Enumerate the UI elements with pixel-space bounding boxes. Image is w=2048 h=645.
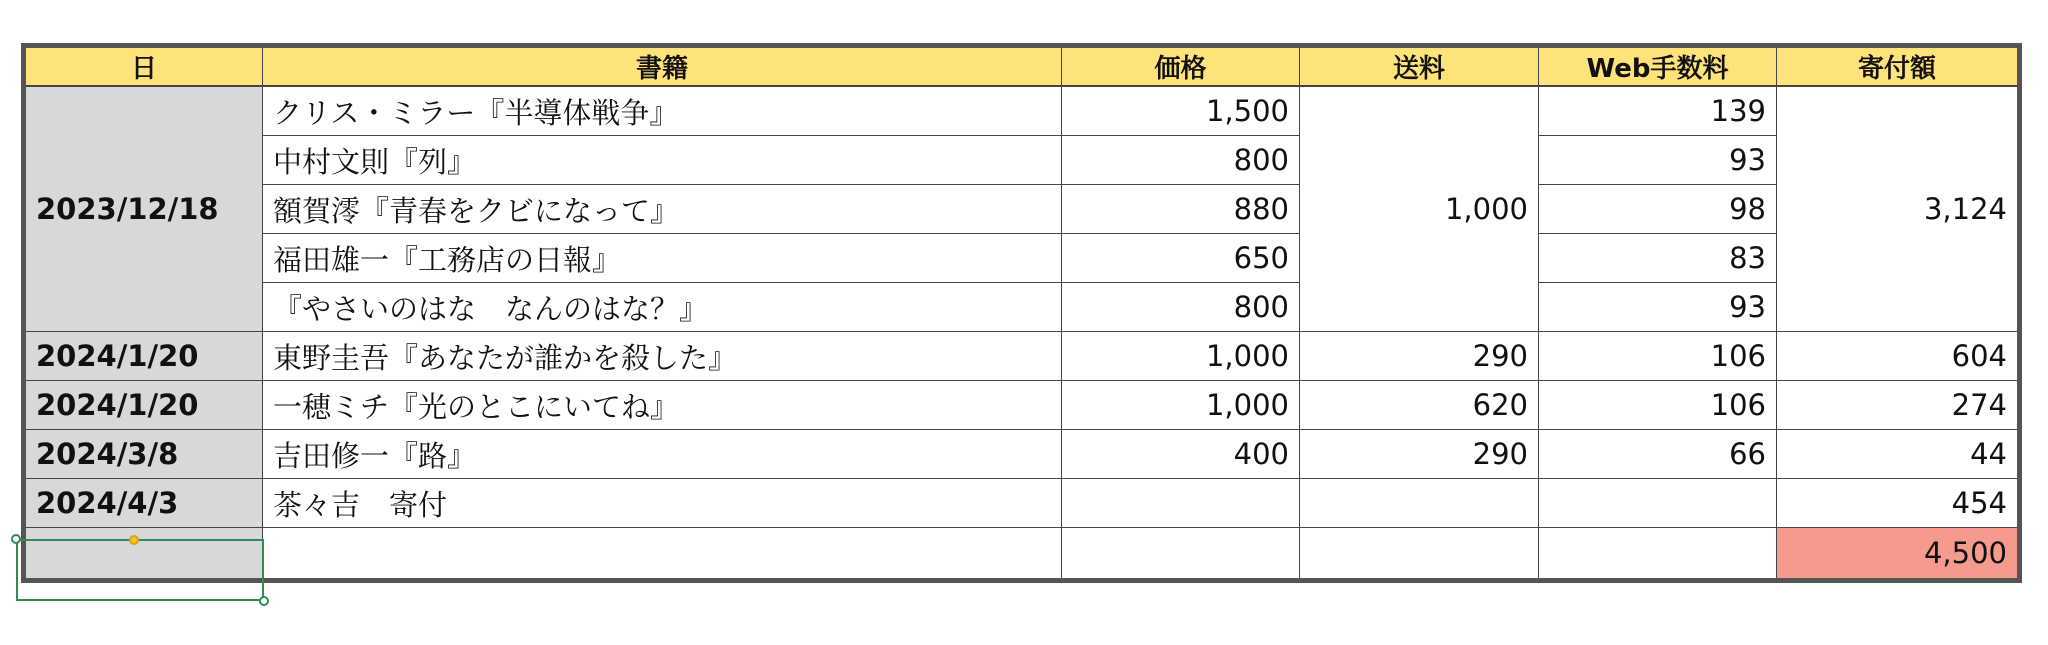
web-fee-cell[interactable]: 93 bbox=[1539, 136, 1777, 185]
date-cell[interactable]: 2023/12/18 bbox=[24, 86, 263, 332]
price-cell[interactable]: 1,000 bbox=[1062, 332, 1300, 381]
book-cell[interactable]: 『やさいのはな なんのはな？』 bbox=[263, 283, 1062, 332]
web-fee-cell[interactable]: 98 bbox=[1539, 185, 1777, 234]
header-date[interactable]: 日 bbox=[24, 46, 263, 87]
web-fee-cell[interactable]: 139 bbox=[1539, 86, 1777, 136]
total-row bbox=[24, 528, 2020, 581]
shipping-cell[interactable]: 1,000 bbox=[1300, 86, 1539, 332]
table-row bbox=[24, 86, 2020, 136]
table-row bbox=[24, 381, 2020, 430]
header-web-fee[interactable]: Web手数料 bbox=[1539, 46, 1777, 87]
shipping-cell[interactable] bbox=[1300, 479, 1539, 528]
date-cell[interactable]: 2024/1/20 bbox=[24, 332, 263, 381]
book-cell[interactable]: クリス・ミラー『半導体戦争』 bbox=[263, 86, 1062, 136]
price-cell[interactable]: 800 bbox=[1062, 283, 1300, 332]
date-cell[interactable]: 2024/4/3 bbox=[24, 479, 263, 528]
price-cell[interactable] bbox=[1062, 528, 1300, 581]
table-row bbox=[24, 332, 2020, 381]
table-row bbox=[24, 234, 2020, 283]
shipping-cell[interactable]: 620 bbox=[1300, 381, 1539, 430]
shipping-cell[interactable] bbox=[1300, 528, 1539, 581]
donation-cell[interactable]: 274 bbox=[1777, 381, 2020, 430]
web-fee-cell[interactable]: 106 bbox=[1539, 332, 1777, 381]
donation-cell[interactable]: 604 bbox=[1777, 332, 2020, 381]
donation-cell[interactable]: 3,124 bbox=[1777, 86, 2020, 332]
spreadsheet bbox=[21, 43, 2017, 583]
shipping-cell[interactable]: 290 bbox=[1300, 332, 1539, 381]
book-cell[interactable]: 福田雄一『工務店の日報』 bbox=[263, 234, 1062, 283]
web-fee-cell[interactable] bbox=[1539, 479, 1777, 528]
price-cell[interactable]: 800 bbox=[1062, 136, 1300, 185]
donation-cell[interactable]: 454 bbox=[1777, 479, 2020, 528]
web-fee-cell[interactable] bbox=[1539, 528, 1777, 581]
table-row bbox=[24, 479, 2020, 528]
price-cell[interactable] bbox=[1062, 479, 1300, 528]
price-cell[interactable]: 400 bbox=[1062, 430, 1300, 479]
table-row bbox=[24, 185, 2020, 234]
price-cell[interactable]: 880 bbox=[1062, 185, 1300, 234]
donation-cell[interactable]: 44 bbox=[1777, 430, 2020, 479]
book-cell[interactable]: 東野圭吾『あなたが誰かを殺した』 bbox=[263, 332, 1062, 381]
shipping-cell[interactable]: 290 bbox=[1300, 430, 1539, 479]
header-book[interactable]: 書籍 bbox=[263, 46, 1062, 87]
book-cell[interactable]: 中村文則『列』 bbox=[263, 136, 1062, 185]
header-donation[interactable]: 寄付額 bbox=[1777, 46, 2020, 87]
web-fee-cell[interactable]: 106 bbox=[1539, 381, 1777, 430]
web-fee-cell[interactable]: 66 bbox=[1539, 430, 1777, 479]
header-shipping[interactable]: 送料 bbox=[1300, 46, 1539, 87]
table-row bbox=[24, 283, 2020, 332]
date-cell-selected[interactable] bbox=[24, 528, 263, 581]
selection-handle-bottom-right[interactable] bbox=[259, 596, 269, 606]
web-fee-cell[interactable]: 83 bbox=[1539, 234, 1777, 283]
header-row bbox=[24, 46, 2020, 87]
price-cell[interactable]: 1,500 bbox=[1062, 86, 1300, 136]
table-row bbox=[24, 136, 2020, 185]
price-cell[interactable]: 650 bbox=[1062, 234, 1300, 283]
book-cell[interactable]: 額賀澪『青春をクビになって』 bbox=[263, 185, 1062, 234]
price-cell[interactable]: 1,000 bbox=[1062, 381, 1300, 430]
donation-total-cell[interactable]: 4,500 bbox=[1777, 528, 2020, 581]
date-cell[interactable]: 2024/3/8 bbox=[24, 430, 263, 479]
table-row bbox=[24, 430, 2020, 479]
selection-handle-top-left[interactable] bbox=[11, 534, 21, 544]
book-cell[interactable]: 茶々吉 寄付 bbox=[263, 479, 1062, 528]
book-cell[interactable]: 一穂ミチ『光のとこにいてね』 bbox=[263, 381, 1062, 430]
book-cell[interactable]: 吉田修一『路』 bbox=[263, 430, 1062, 479]
donation-table bbox=[21, 43, 2022, 583]
web-fee-cell[interactable]: 93 bbox=[1539, 283, 1777, 332]
date-cell[interactable]: 2024/1/20 bbox=[24, 381, 263, 430]
book-cell[interactable] bbox=[263, 528, 1062, 581]
header-price[interactable]: 価格 bbox=[1062, 46, 1300, 87]
